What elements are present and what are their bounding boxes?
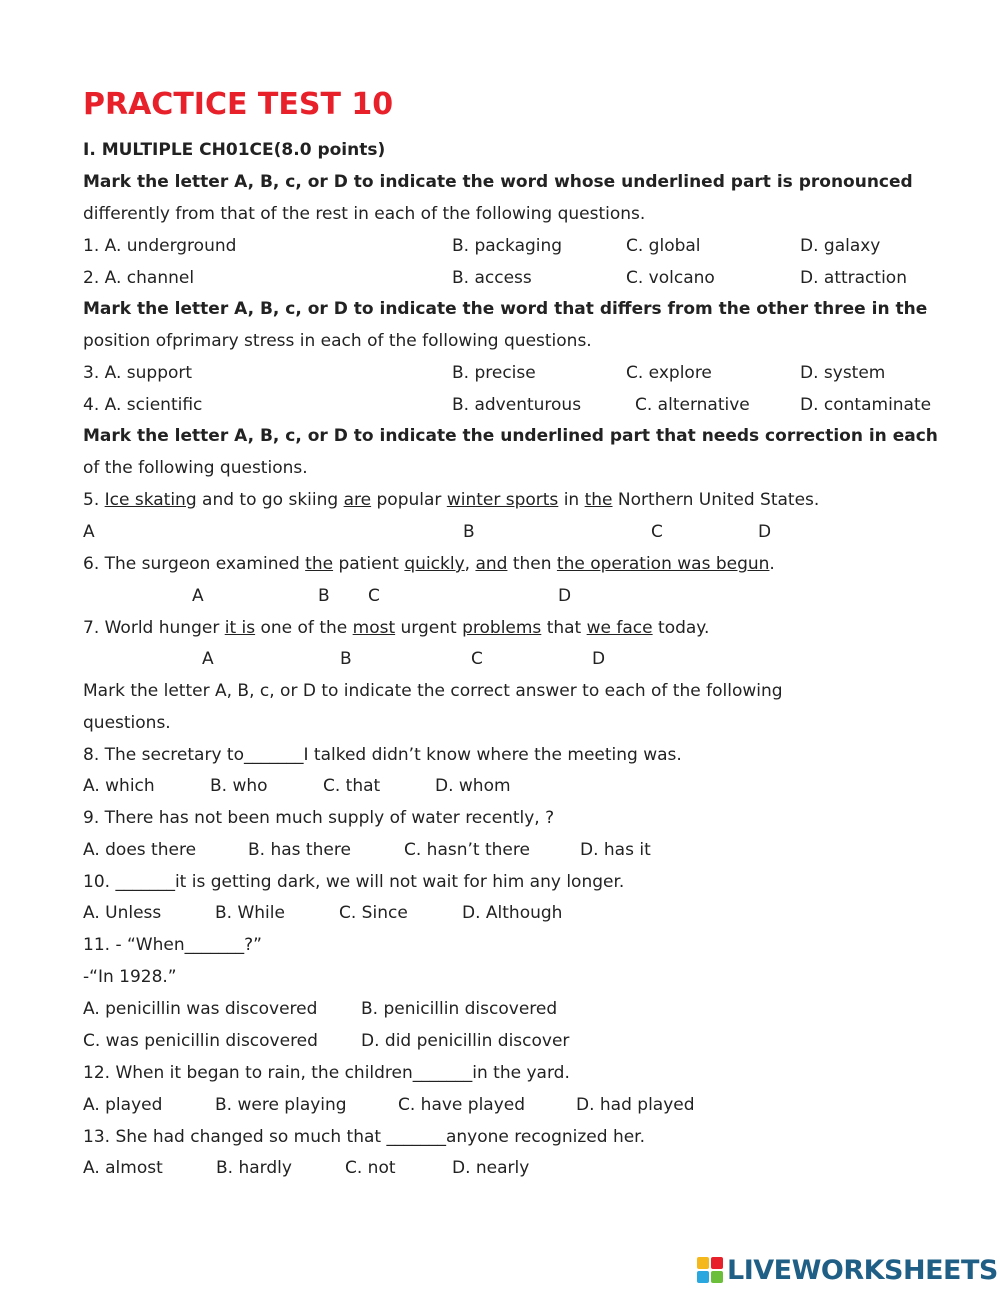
instruction-stress: Mark the letter A, B, c, or D to indicate the word that differs from the other three in the (83, 299, 928, 319)
question-9-option-a[interactable]: A. does there (83, 840, 197, 860)
question-6-text: 6. The surgeon examined (83, 554, 306, 574)
question-1-option-a[interactable] (83, 235, 236, 257)
instruction-pronunciation: Mark the letter A, B, c, or D to indicate the word whose underlined part is pronounced (83, 172, 913, 192)
question-1-option-a-label: A. underground (104, 236, 237, 256)
question-7-underlined-b[interactable]: most (352, 618, 396, 638)
question-3-option-a[interactable] (83, 362, 192, 384)
question-3-option-d[interactable]: D. system (800, 363, 886, 383)
question-9-option-b[interactable]: B. has there (248, 840, 351, 860)
question-10-option-a[interactable]: A. Unless (83, 903, 162, 923)
question-3-option-a-label: A. support (104, 363, 193, 383)
question-7-text: one of the (255, 618, 353, 638)
liveworksheets-logo[interactable] (697, 1254, 998, 1286)
question-1-option-c[interactable]: C. global (626, 236, 701, 256)
instruction-correction-rest: of the following questions. (83, 458, 308, 478)
question-10-stem: 10. _______it is getting dark, we will not wait for him any longer. (83, 872, 625, 892)
question-6-sentence (83, 553, 775, 575)
question-5-text: and to go skiing (196, 490, 344, 510)
question-6-underlined-d[interactable]: the operation was begun (556, 554, 770, 574)
question-11-stem: 11. - “When_______?” (83, 935, 262, 955)
question-8-option-c[interactable]: C. that (323, 776, 381, 796)
question-2-number: 2. (83, 268, 100, 288)
question-7-text: 7. World hunger (83, 618, 225, 638)
question-6-label-a: A (192, 586, 204, 606)
question-4-option-c[interactable]: C. alternative (635, 395, 750, 415)
question-2-option-c[interactable]: C. volcano (626, 268, 715, 288)
question-4-number: 4. (83, 395, 100, 415)
question-6-text: . (769, 554, 775, 574)
question-3-option-b[interactable]: B. precise (452, 363, 536, 383)
instruction-correct-answer-rest: questions. (83, 713, 171, 733)
question-7-text: urgent (395, 618, 463, 638)
question-2-option-a-label: A. channel (104, 268, 195, 288)
question-2-option-a[interactable] (83, 267, 194, 289)
question-2-option-d[interactable]: D. attraction (800, 268, 907, 288)
question-5-label-b: B (463, 522, 475, 542)
question-11-option-b[interactable]: B. penicillin discovered (361, 999, 558, 1019)
question-5-underlined-a[interactable]: Ice skating (104, 490, 197, 510)
question-9-option-d[interactable]: D. has it (580, 840, 651, 860)
question-7-label-c: C (471, 649, 483, 669)
question-10-option-d[interactable]: D. Although (462, 903, 563, 923)
question-10-option-b[interactable]: B. While (215, 903, 285, 923)
question-4-option-b[interactable]: B. adventurous (452, 395, 582, 415)
question-7-text: that (541, 618, 587, 638)
question-6-underlined-b[interactable]: quickly (404, 554, 465, 574)
question-8-stem: 8. The secretary to_______I talked didn’t know where the meeting was. (83, 745, 682, 765)
question-4-option-a-label: A. scientific (104, 395, 203, 415)
question-7-label-b: B (340, 649, 352, 669)
question-5-label-d: D (758, 522, 772, 542)
liveworksheets-logo-text: LIVEWORKSHEETS (727, 1254, 998, 1286)
question-12-option-d[interactable]: D. had played (576, 1095, 695, 1115)
question-7-label-a: A (202, 649, 214, 669)
question-7-text: today. (652, 618, 710, 638)
question-13-option-a[interactable]: A. almost (83, 1158, 163, 1178)
question-12-option-a[interactable]: A. played (83, 1095, 163, 1115)
question-12-option-c[interactable]: C. have played (398, 1095, 526, 1115)
question-12-stem: 12. When it began to rain, the children_______in the yard. (83, 1063, 570, 1083)
instruction-correct-answer: Mark the letter A, B, c, or D to indicate the correct answer to each of the following (83, 681, 783, 701)
liveworksheets-cube-icon (697, 1257, 723, 1283)
question-4-option-a[interactable] (83, 394, 202, 416)
question-4-option-d[interactable]: D. contaminate (800, 395, 932, 415)
question-7-underlined-c[interactable]: problems (462, 618, 542, 638)
instruction-correction: Mark the letter A, B, c, or D to indicate the underlined part that needs correction in each (83, 426, 938, 446)
question-10-option-c[interactable]: C. Since (339, 903, 408, 923)
question-7-sentence (83, 617, 709, 639)
question-11-reply: -“In 1928.” (83, 967, 177, 987)
question-5-underlined-b[interactable]: are (343, 490, 372, 510)
question-5-sentence (83, 489, 819, 511)
section-heading: I. MULTIPLE CH01CE(8.0 points) (83, 140, 386, 160)
question-5-text: Northern United States. (612, 490, 820, 510)
question-8-option-d[interactable]: D. whom (435, 776, 511, 796)
question-1-option-d[interactable]: D. galaxy (800, 236, 881, 256)
question-6-text: then (507, 554, 557, 574)
question-5-label-c: C (651, 522, 663, 542)
question-5-text: in (558, 490, 585, 510)
question-7-underlined-d[interactable]: we face (586, 618, 653, 638)
question-5-text: popular (371, 490, 447, 510)
question-9-option-c[interactable]: C. hasn’t there (404, 840, 530, 860)
question-7-label-d: D (592, 649, 606, 669)
question-6-label-c: C (368, 586, 380, 606)
question-5-underlined-c[interactable]: winter sports (446, 490, 559, 510)
question-2-option-b[interactable]: B. access (452, 268, 532, 288)
question-6-label-d: D (558, 586, 572, 606)
question-6-label-b: B (318, 586, 330, 606)
question-11-option-a[interactable]: A. penicillin was discovered (83, 999, 318, 1019)
question-12-option-b[interactable]: B. were playing (215, 1095, 347, 1115)
question-8-option-b[interactable]: B. who (210, 776, 268, 796)
question-11-option-d[interactable]: D. did penicillin discover (361, 1031, 570, 1051)
instruction-stress-rest: position ofprimary stress in each of the following questions. (83, 331, 592, 351)
question-13-option-b[interactable]: B. hardly (216, 1158, 292, 1178)
question-13-option-c[interactable]: C. not (345, 1158, 396, 1178)
question-8-option-a[interactable]: A. which (83, 776, 155, 796)
question-11-option-c[interactable]: C. was penicillin discovered (83, 1031, 318, 1051)
question-13-option-d[interactable]: D. nearly (452, 1158, 530, 1178)
question-5-underlined-d[interactable]: the (584, 490, 613, 510)
question-6-text: , (464, 554, 476, 574)
instruction-pronunciation-rest: differently from that of the rest in each of the following questions. (83, 204, 646, 224)
question-3-option-c[interactable]: C. explore (626, 363, 712, 383)
question-5-text: 5. (83, 490, 105, 510)
question-5-label-a: A (83, 522, 95, 542)
question-1-number: 1. (83, 236, 100, 256)
question-13-stem: 13. She had changed so much that _______anyone recognized her. (83, 1127, 646, 1147)
question-6-text: patient (333, 554, 405, 574)
question-1-option-b[interactable]: B. packaging (452, 236, 563, 256)
question-7-underlined-a[interactable]: it is (224, 618, 256, 638)
question-9-stem: 9. There has not been much supply of water recently, ? (83, 808, 555, 828)
question-6-underlined-c[interactable]: and (475, 554, 508, 574)
question-3-number: 3. (83, 363, 100, 383)
page-title: PRACTICE TEST 10 (83, 87, 394, 122)
question-6-underlined-a[interactable]: the (305, 554, 334, 574)
